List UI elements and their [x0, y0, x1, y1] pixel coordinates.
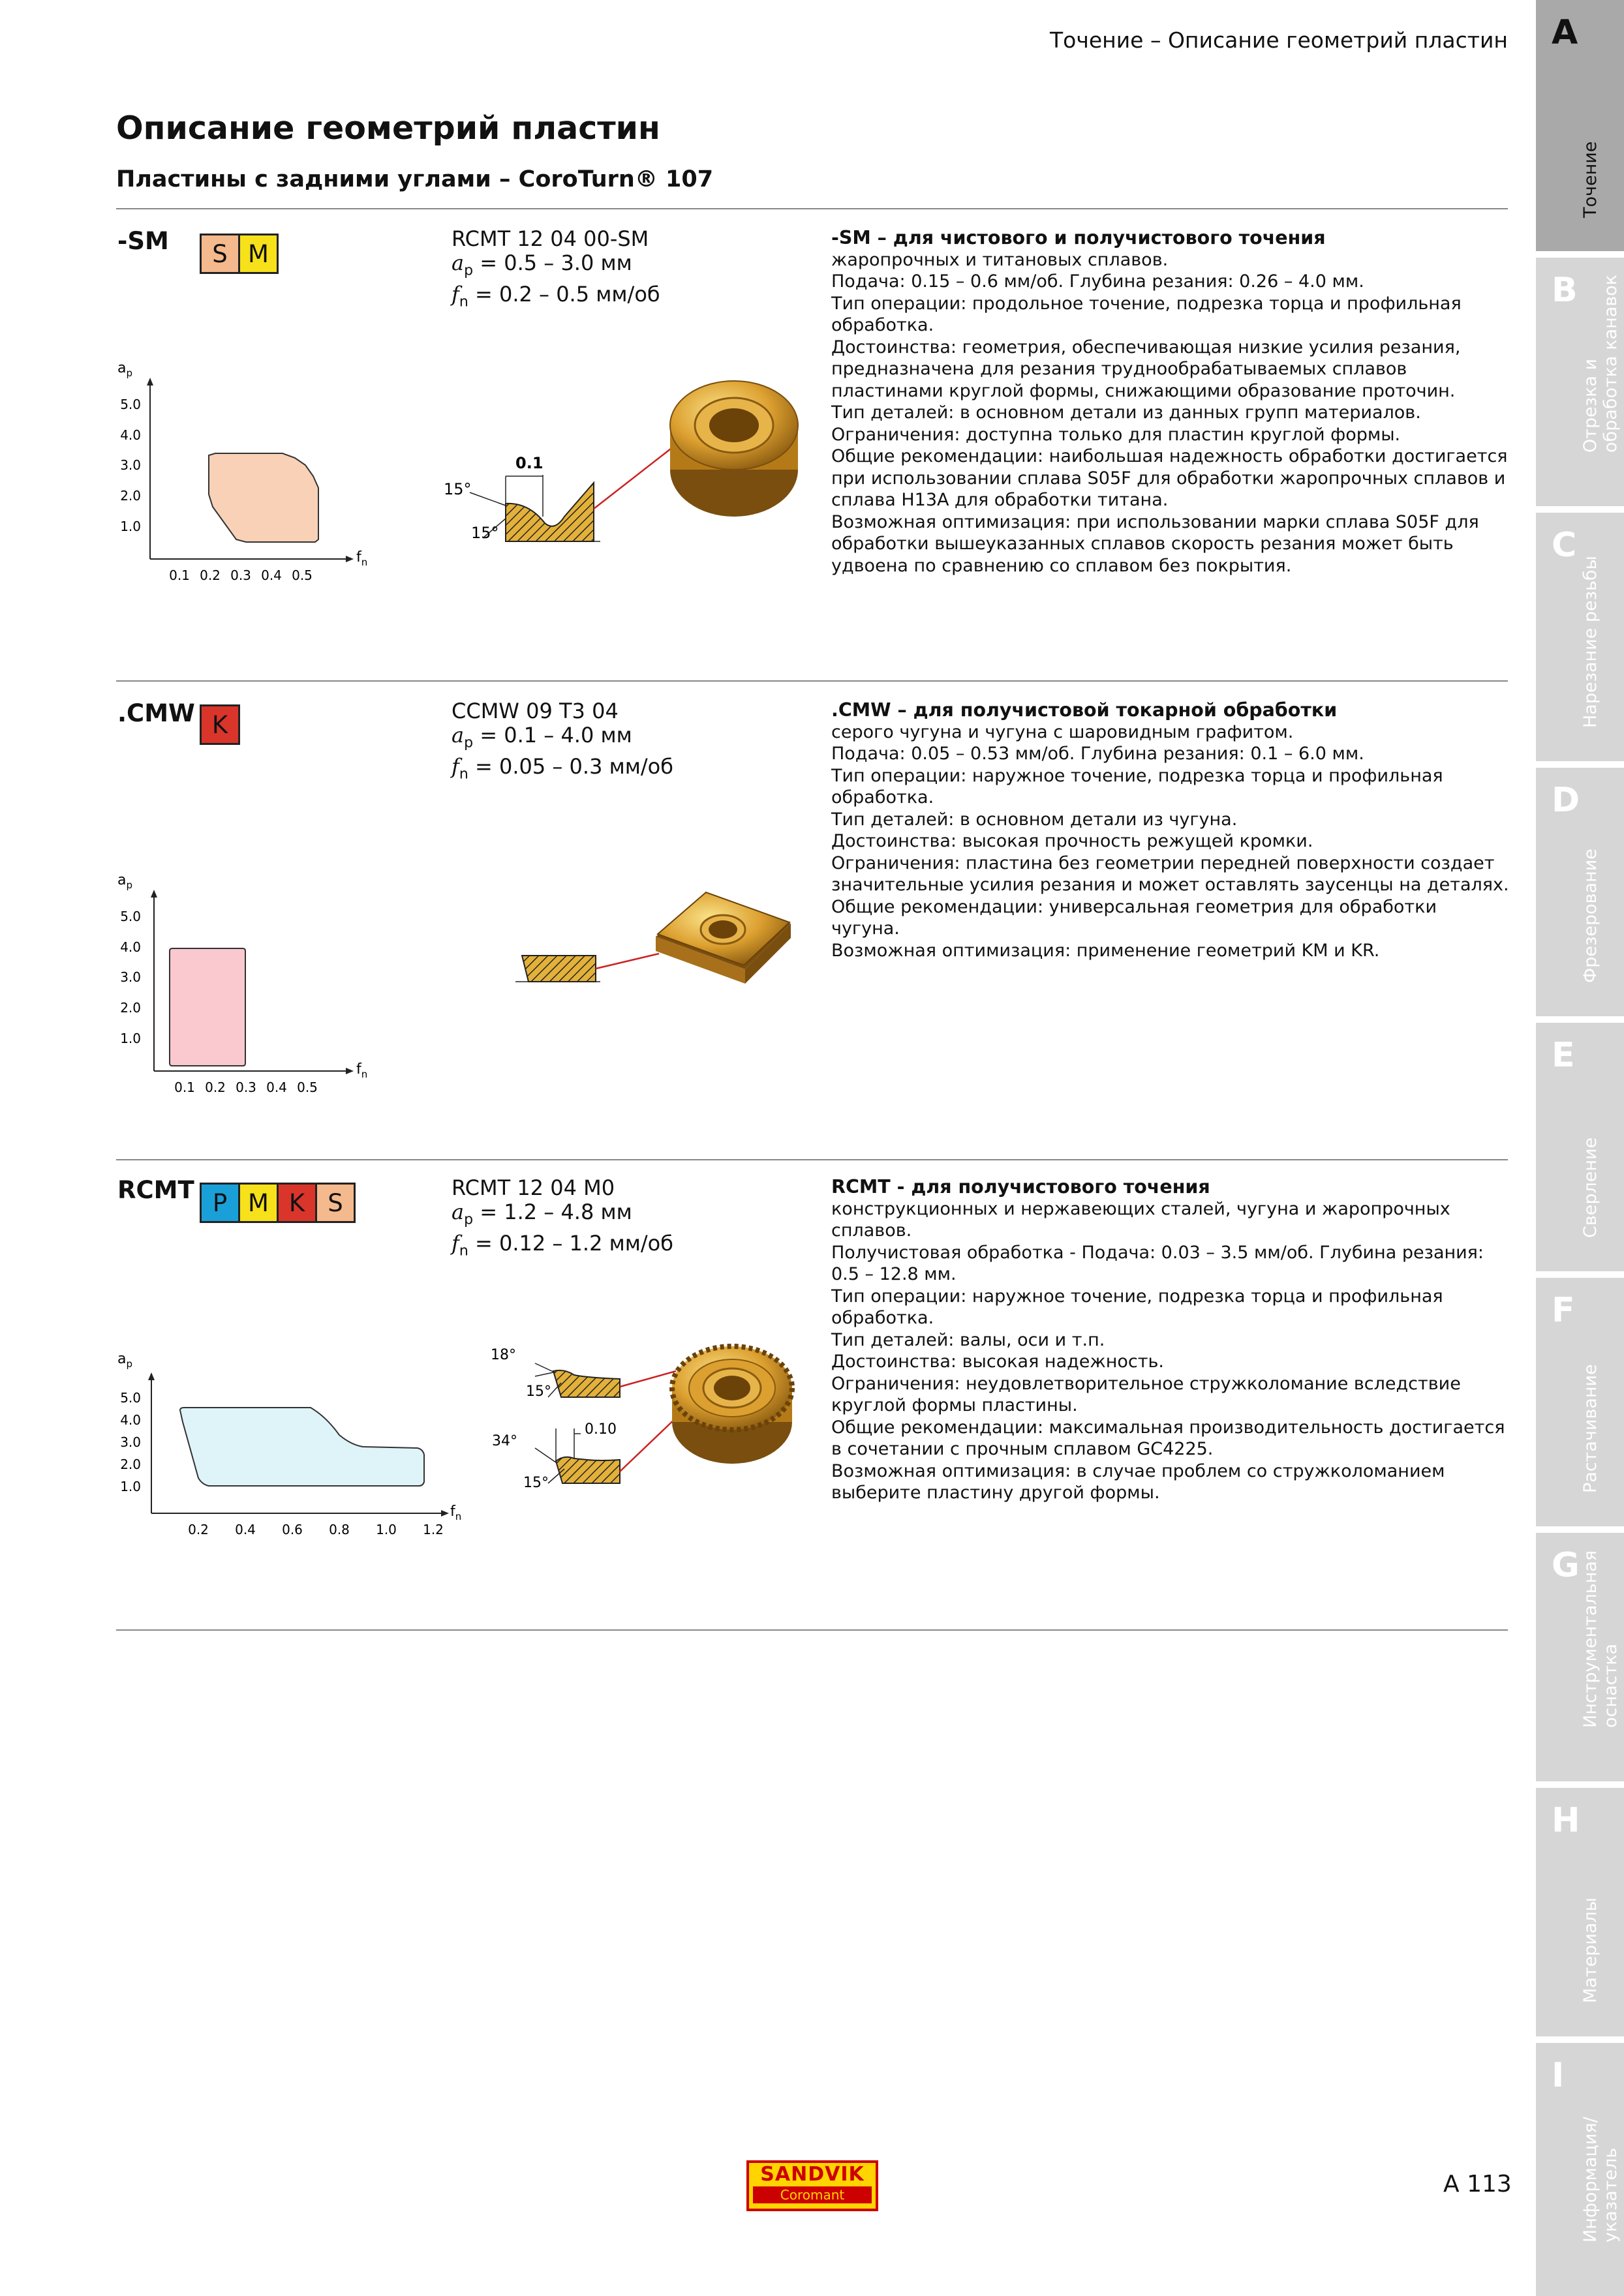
index-tab-i[interactable]: [1536, 2043, 1624, 2296]
x-tick: 0.5: [297, 1080, 318, 1095]
leader-line: [620, 1371, 676, 1387]
tab-letter: G: [1552, 1546, 1580, 1585]
ap-range: = 0.1 – 4.0 мм: [480, 723, 632, 748]
tab-letter: E: [1552, 1036, 1575, 1075]
geometry-description: [831, 227, 1510, 577]
material-badge: S: [200, 234, 240, 274]
description-label: Тип операции:: [831, 765, 967, 786]
logo-brand: SANDVIK: [760, 2163, 865, 2186]
description-line: [831, 853, 1510, 896]
description-label: Достоинства:: [831, 1352, 957, 1372]
angle-label: 15°: [471, 524, 499, 542]
y-tick: 3.0: [120, 1434, 141, 1450]
y-tick: 1.0: [120, 519, 141, 534]
y-tick: 4.0: [120, 939, 141, 955]
description-text: в основном детали из чугуна.: [959, 809, 1238, 830]
tab-label: Материалы: [1580, 1897, 1601, 2003]
page-title: Описание геометрий пластин: [116, 110, 660, 147]
description-text: доступна только для пластин круглой формы.: [966, 424, 1401, 445]
y-tick: 3.0: [120, 457, 141, 473]
description-line: [831, 1417, 1510, 1460]
x-tick: 0.2: [205, 1080, 226, 1095]
tab-letter: H: [1552, 1801, 1580, 1840]
description-label: Подача:: [831, 744, 906, 764]
description-line: [831, 1351, 1510, 1373]
description-text: в основном детали из данных групп материалов.: [959, 402, 1421, 423]
index-tab-h[interactable]: [1536, 1788, 1624, 2036]
description-label: Достоинства:: [831, 337, 957, 357]
tab-label: Инструментальная оснастка: [1580, 1550, 1621, 1728]
description-line: [831, 271, 1510, 293]
x-tick: 0.6: [282, 1522, 303, 1537]
description-text: высокая надежность.: [962, 1352, 1164, 1372]
leader-line: [620, 1415, 679, 1472]
description-label: Общие рекомендации:: [831, 1417, 1044, 1438]
running-head: Точение – Описание геометрий пластин: [1050, 27, 1508, 53]
description-intro: конструкционных и нержавеющих сталей, чугуна и жаропрочных сплавов.: [831, 1198, 1450, 1241]
x-tick: 0.5: [292, 567, 313, 583]
description-line: [831, 896, 1510, 940]
edge-profile-illustration: [483, 1324, 809, 1513]
x-tick: 1.2: [423, 1522, 444, 1537]
angle-label: 34°: [492, 1433, 517, 1449]
leader-line: [594, 449, 671, 509]
insert-spec: RCMT 12 04 M0 $a_p = 1.2 - 4.8$ мм $f_n = 0.12 - 1.2$ мм/об: [452, 1175, 673, 1260]
x-tick: 0.2: [200, 567, 221, 583]
material-badges: [200, 1183, 354, 1223]
material-badges: [200, 234, 277, 274]
x-tick: 0.4: [266, 1080, 287, 1095]
description-text: при использовании марки сплава S05F для обработки вышеуказанных сплавов скорость резания может быть удвоена по сравнению со сплавом без покрытия.: [831, 511, 1479, 576]
description-text: применение геометрий KM и KR.: [1076, 940, 1380, 961]
description-title: .CMW – для получистовой токарной обработки: [831, 699, 1338, 721]
ap-range: = 0.5 – 3.0 мм: [480, 250, 632, 275]
tab-label: Нарезание резьбы: [1580, 556, 1601, 728]
y-tick: 1.0: [120, 1031, 141, 1046]
description-line: [831, 743, 1510, 765]
geometry-code: -SM: [117, 227, 169, 255]
insert-designation: RCMT 12 04 M0: [452, 1175, 615, 1200]
description-text: максимальная производительность достигается в сочетании с прочным сплавом GC4225.: [831, 1417, 1505, 1459]
y-tick: 2.0: [120, 1457, 141, 1472]
tab-label: Растачивание: [1580, 1364, 1601, 1493]
insert-spec: RCMT 12 04 00-SM $a_p = 0.5 - 3.0$ мм $f_n = 0.2 - 0.5$ мм/об: [452, 226, 660, 310]
y-axis-label: $a_p$: [117, 1351, 133, 1370]
dimension-label: 0.1: [515, 454, 544, 472]
y-tick: 2.0: [120, 488, 141, 504]
material-badges: [200, 704, 238, 745]
description-text: наружное точение, подрезка торца и профильная обработка.: [831, 765, 1443, 808]
x-tick: 1.0: [376, 1522, 397, 1537]
index-tab-d[interactable]: [1536, 768, 1624, 1016]
description-label: Тип деталей:: [831, 1329, 955, 1350]
material-badge: K: [277, 1183, 317, 1223]
description-line: [831, 293, 1510, 337]
fn-range: = 0.12 – 1.2 мм/об: [474, 1231, 673, 1256]
angle-label: 15°: [523, 1475, 549, 1491]
material-badge: K: [200, 704, 240, 745]
insert-cross-section: [556, 1457, 620, 1483]
ap-range: = 1.2 – 4.8 мм: [480, 1200, 632, 1224]
tab-letter: I: [1552, 2056, 1565, 2095]
dimension-label: 0.10: [585, 1421, 617, 1438]
x-tick: 0.1: [174, 1080, 195, 1095]
material-badge: P: [200, 1183, 240, 1223]
description-line: [831, 1242, 1510, 1286]
application-area-chart: [111, 868, 385, 1096]
description-label: Получистовая обработка -: [831, 1242, 1076, 1263]
y-axis-label: $a_p$: [117, 360, 133, 379]
tab-letter: A: [1552, 13, 1578, 52]
application-area-chart: [111, 355, 385, 584]
description-line: [831, 1373, 1510, 1417]
x-tick: 0.2: [188, 1522, 209, 1537]
application-area: [180, 1408, 424, 1486]
tab-letter: B: [1552, 271, 1578, 310]
description-text: наибольшая надежность обработки достигается при использовании сплава S05F для обработки жаропрочных сплавов и сплава H13A для обработки титана.: [831, 446, 1508, 510]
description-text: наружное точение, подрезка торца и профильная обработка.: [831, 1286, 1443, 1328]
page-number: A 113: [1443, 2171, 1512, 2198]
logo-sub: Coromant: [753, 2186, 872, 2203]
x-tick: 0.3: [230, 567, 251, 583]
material-badge: M: [238, 234, 279, 274]
y-tick: 5.0: [120, 909, 141, 924]
material-badge: M: [238, 1183, 279, 1223]
tab-label: Отрезка и обработка канавок: [1580, 275, 1621, 453]
insert-cross-section: [522, 956, 596, 982]
description-label: Тип операции:: [831, 293, 967, 314]
description-label: Ограничения:: [831, 1373, 960, 1394]
geometry-description: [831, 699, 1510, 961]
description-label: Возможная оптимизация:: [831, 1460, 1071, 1481]
y-tick: 5.0: [120, 1390, 141, 1406]
leader-line: [596, 954, 659, 969]
divider: [116, 1629, 1508, 1631]
description-line: [831, 402, 1510, 424]
description-intro: серого чугуна и чугуна с шаровидным графитом.: [831, 721, 1294, 742]
y-axis-label: $a_p$: [117, 872, 133, 891]
x-tick: 0.3: [236, 1080, 256, 1095]
description-line: [831, 511, 1510, 577]
page-subtitle: Пластины с задними углами – CoroTurn® 107: [116, 166, 714, 192]
description-text: валы, оси и т.п.: [959, 1329, 1105, 1350]
index-tab-c[interactable]: [1536, 513, 1624, 761]
description-line: [831, 940, 1510, 962]
description-text: в случае проблем со стружколоманием выберите пластину другой формы.: [831, 1460, 1445, 1503]
description-text: высокая прочность режущей кромки.: [962, 831, 1313, 851]
insert-designation: RCMT 12 04 00-SM: [452, 226, 649, 251]
description-line: [831, 424, 1510, 446]
x-axis-label: $f_n$: [356, 549, 368, 568]
x-tick: 0.4: [235, 1522, 256, 1537]
description-label: Достоинства:: [831, 831, 957, 851]
y-tick: 4.0: [120, 427, 141, 443]
description-label: Возможная оптимизация:: [831, 511, 1071, 532]
tab-label: Точение: [1580, 141, 1601, 218]
insert-cross-section: [553, 1370, 620, 1397]
insert-cross-section: [506, 483, 594, 541]
description-line: [831, 446, 1510, 511]
angle-label: 18°: [491, 1347, 516, 1363]
description-label: Тип деталей:: [831, 402, 955, 423]
application-area: [209, 453, 318, 542]
x-axis-label: $f_n$: [450, 1503, 462, 1522]
geometry-description: [831, 1176, 1510, 1504]
description-intro: жаропрочных и титановых сплавов.: [831, 249, 1169, 270]
tab-label: Фрезерование: [1580, 849, 1601, 983]
geometry-code: .CMW: [117, 699, 195, 727]
material-badge: S: [315, 1183, 356, 1223]
description-line: [831, 1460, 1510, 1504]
sandvik-coromant-logo: [746, 2160, 878, 2211]
description-text: Подача: 0.03 – 3.5 мм/об. Глубина резания: 0.5 – 12.8 мм.: [831, 1242, 1484, 1284]
geometry-code: RCMT: [117, 1176, 194, 1204]
y-tick: 2.0: [120, 1000, 141, 1016]
application-area-chart: [111, 1344, 489, 1565]
tab-letter: F: [1552, 1291, 1575, 1330]
description-label: Ограничения:: [831, 853, 960, 873]
description-line: [831, 1286, 1510, 1329]
description-line: [831, 1329, 1510, 1352]
divider: [116, 680, 1508, 682]
index-tab-g[interactable]: [1536, 1533, 1624, 1781]
description-text: продольное точение, подрезка торца и профильная обработка.: [831, 293, 1462, 335]
description-title: RCMT - для получистового точения: [831, 1176, 1210, 1198]
tab-letter: C: [1552, 526, 1577, 565]
index-tab-e[interactable]: [1536, 1023, 1624, 1271]
description-text: неудовлетворительное стружколомание вследствие круглой формы пластины.: [831, 1373, 1461, 1415]
angle-label: 15°: [526, 1383, 551, 1400]
divider: [116, 208, 1508, 209]
divider: [116, 1159, 1508, 1160]
x-tick: 0.4: [261, 567, 282, 583]
description-label: Общие рекомендации:: [831, 446, 1044, 466]
y-tick: 3.0: [120, 969, 141, 985]
angle-label: 15°: [444, 480, 472, 498]
index-tab-a[interactable]: [1536, 0, 1624, 251]
description-label: Ограничения:: [831, 424, 960, 445]
fn-range: = 0.2 – 0.5 мм/об: [474, 282, 660, 307]
index-tab-b[interactable]: [1536, 258, 1624, 506]
description-text: геометрия, обеспечивающая низкие усилия резания, предназначена для резания труднообрабатываемых сплавов пластинами круглой формы, снижающими образование проточин.: [831, 337, 1461, 401]
insert-spec: CCMW 09 T3 04 $a_p = 0.1 - 4.0$ мм $f_n = 0.05 - 0.3$ мм/об: [452, 699, 673, 783]
description-title: -SM – для чистового и получистового точения: [831, 227, 1326, 249]
y-tick: 4.0: [120, 1412, 141, 1428]
description-line: [831, 765, 1510, 809]
description-text: 0.05 – 0.53 мм/об. Глубина резания: 0.1 – 6.0 мм.: [911, 744, 1364, 764]
tab-label: Информация/ указатель: [1580, 2117, 1621, 2243]
description-label: Тип деталей:: [831, 809, 955, 830]
description-line: [831, 830, 1510, 853]
description-line: [831, 809, 1510, 831]
description-line: [831, 337, 1510, 402]
tab-letter: D: [1552, 781, 1580, 820]
edge-profile-illustration: [431, 378, 809, 561]
x-tick: 0.8: [329, 1522, 350, 1537]
description-label: Тип операции:: [831, 1286, 967, 1307]
tab-label: Сверление: [1580, 1137, 1601, 1238]
y-tick: 5.0: [120, 397, 141, 412]
x-tick: 0.1: [169, 567, 190, 583]
insert-designation: CCMW 09 T3 04: [452, 699, 619, 723]
y-tick: 1.0: [120, 1479, 141, 1494]
x-axis-label: $f_n$: [356, 1061, 368, 1080]
description-text: пластина без геометрии передней поверхности создает значительные усилия резания и может оставлять заусенцы на деталях.: [831, 853, 1509, 895]
index-tab-f[interactable]: [1536, 1278, 1624, 1526]
description-label: Общие рекомендации:: [831, 896, 1044, 917]
description-label: Возможная оптимизация:: [831, 940, 1071, 961]
description-text: 0.15 – 0.6 мм/об. Глубина резания: 0.26 – 4.0 мм.: [911, 271, 1364, 292]
description-text: универсальная геометрия для обработки чугуна.: [831, 896, 1437, 939]
fn-range: = 0.05 – 0.3 мм/об: [474, 754, 673, 779]
application-area: [170, 948, 245, 1066]
edge-profile-illustration: [509, 874, 809, 1024]
description-label: Подача:: [831, 271, 906, 292]
